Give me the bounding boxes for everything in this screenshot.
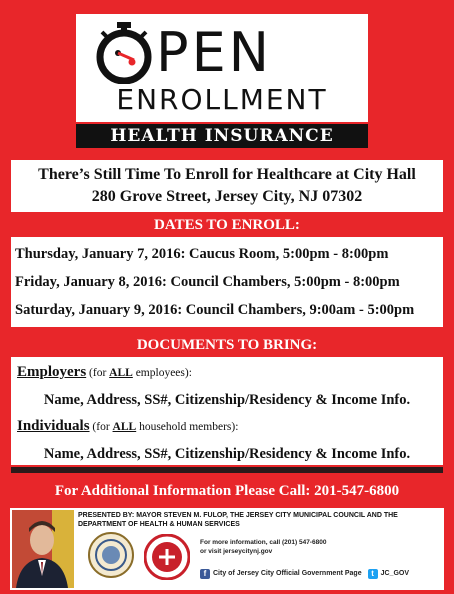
footer — [10, 508, 444, 590]
date-item: Saturday, January 9, 2016: Council Chambers, 9:00am - 5:00pm — [15, 302, 415, 318]
social-row — [200, 569, 409, 579]
twitter-icon: t — [368, 569, 378, 579]
employers-paren-close: employees): — [132, 367, 192, 379]
individuals-heading — [17, 415, 437, 439]
employers-all: ALL — [109, 367, 133, 379]
contact-website: or visit jerseycitynj.gov — [200, 548, 273, 555]
individuals-items: Name, Address, SS#, Citizenship/Residency & Income Info. — [43, 446, 411, 462]
stopwatch-icon — [94, 22, 154, 84]
facebook-icon: f — [200, 569, 210, 579]
employers-paren-open: (for — [86, 367, 110, 379]
documents-heading: DOCUMENTS TO BRING: — [136, 337, 318, 353]
employers-heading — [17, 361, 437, 385]
employers-label: Employers — [17, 364, 87, 380]
contact-info — [200, 538, 326, 556]
individuals-paren-close: household members): — [136, 421, 239, 433]
address-line: 280 Grove Street, Jersey City, NJ 07302 — [91, 188, 363, 205]
intro-line: There’s Still Time To Enroll for Healthcare at City Hall — [38, 166, 416, 183]
intro-box — [11, 160, 443, 212]
call-line: For Additional Information Please Call: 201-547-6800 — [54, 483, 400, 499]
presented-strong: PRESENTED BY: MAYOR STEVEN M. FULOP, — [78, 512, 229, 519]
mayor-photo — [12, 510, 74, 588]
individuals-all: ALL — [112, 421, 137, 433]
dates-box — [11, 237, 443, 327]
individuals-paren-open: (for — [89, 421, 113, 433]
health-department-seal-icon — [144, 534, 190, 580]
logo-open-text: PEN — [156, 21, 273, 84]
health-insurance-banner: HEALTH INSURANCE — [76, 124, 368, 148]
date-item: Friday, January 8, 2016: Council Chambers, 5:00pm - 8:00pm — [15, 274, 400, 290]
employers-items: Name, Address, SS#, Citizenship/Residency & Income Info. — [43, 392, 411, 408]
logo-open-row — [76, 22, 368, 82]
documents-box — [11, 357, 443, 465]
presented-by — [78, 511, 442, 529]
city-seal-icon — [88, 532, 134, 578]
divider — [11, 467, 443, 473]
individuals-label: Individuals — [17, 418, 90, 434]
facebook-text: City of Jersey City Official Government Page — [213, 570, 362, 577]
twitter-handle: JC_GOV — [380, 570, 410, 577]
open-enrollment-logo — [76, 14, 368, 122]
logo-enrollment-text: ENROLLMENT — [116, 83, 328, 116]
dates-heading: DATES TO ENROLL: — [154, 217, 300, 233]
contact-phone: For more information, call (201) 547-6800 — [200, 539, 327, 546]
presented-rest: THE JERSEY CITY MUNICIPAL COUNCIL AND THE DEPARTMENT OF HEALTH & HUMAN SERVICES — [78, 512, 398, 528]
date-item: Thursday, January 7, 2016: Caucus Room, 5:00pm - 8:00pm — [15, 246, 389, 262]
